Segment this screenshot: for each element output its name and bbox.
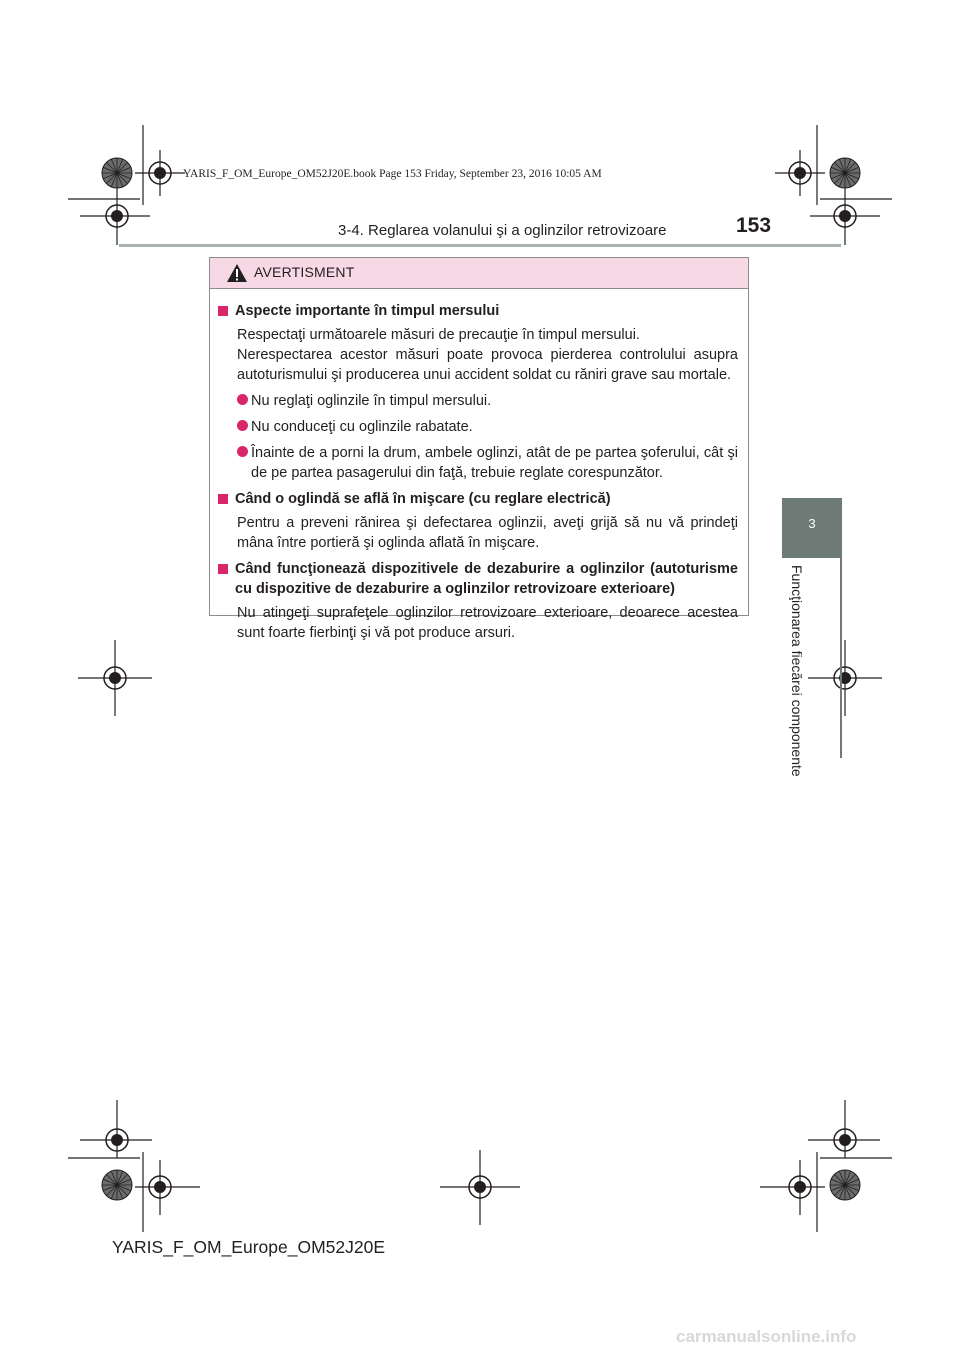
- watermark: carmanualsonline.info: [676, 1327, 857, 1346]
- book-info-stamp: YARIS_F_OM_Europe_OM52J20E.book Page 153 Friday, September 23, 2016 10:05 AM: [183, 168, 602, 180]
- section-heading: [218, 489, 738, 509]
- square-bullet-icon: [218, 494, 231, 504]
- starburst-mark-icon: [102, 1170, 132, 1200]
- section-text-line: Respectaţi următoarele măsuri de precauţie în timpul mersului.: [237, 327, 640, 343]
- page-number: 153: [736, 214, 772, 237]
- section-header-title: 3-4. Reglarea volanului şi a oglinzilor retrovizoare: [338, 222, 667, 239]
- warning-box: [209, 257, 749, 641]
- list-item-text: Nu conduceţi cu oglinzile rabatate.: [251, 419, 473, 435]
- warning-title: AVERTISMENT: [254, 264, 355, 280]
- starburst-mark-icon: [102, 158, 132, 188]
- round-bullet-icon: [237, 394, 251, 408]
- warning-body: [210, 289, 748, 643]
- list-item-text: Nu reglaţi oglinzile în timpul mersului.: [251, 393, 492, 409]
- square-bullet-icon: [218, 564, 231, 574]
- list-item: [218, 417, 738, 437]
- starburst-mark-icon: [830, 158, 860, 188]
- round-bullet-icon: [237, 420, 251, 434]
- list-item: [218, 443, 738, 483]
- chapter-side-label: Funcţionarea fiecărei componente: [789, 565, 805, 777]
- chapter-number: 3: [808, 516, 816, 531]
- section-heading-text: Aspecte importante în timpul mersului: [235, 303, 500, 319]
- section-heading-text: Când o oglindă se află în mişcare (cu reglare electrică): [235, 491, 611, 507]
- list-item: [218, 391, 738, 411]
- header-rule: [119, 244, 841, 247]
- round-bullet-icon: [237, 446, 251, 460]
- starburst-mark-icon: [830, 1170, 860, 1200]
- section-heading-text: Când funcţionează dispozitivele de dezaburire a oglinzilor (autoturisme cu dispozitive de dezaburire a oglinzilor retrovizoare exterioare): [235, 561, 738, 597]
- section-text: [218, 325, 738, 385]
- section-text: Pentru a preveni rănirea şi defectarea oglinzii, aveţi grijă să nu vă prindeţi mâna între portieră şi oglinda aflată în mişcare.: [237, 515, 738, 551]
- section-text: Nu atingeţi suprafeţele oglinzilor retrovizoare exterioare, deoarece acestea sunt foarte fierbinţi şi vă pot produce arsuri.: [237, 605, 738, 641]
- section-heading: [218, 559, 738, 599]
- section-heading: [218, 301, 738, 321]
- square-bullet-icon: [218, 306, 231, 316]
- section-text-line: Nerespectarea acestor măsuri poate provoca pierderea controlului asupra autoturismului şi producerea unui accident soldat cu răniri grave sau mortale.: [237, 347, 738, 383]
- warning-header: [210, 258, 748, 289]
- chapter-tab: [782, 498, 842, 558]
- list-item-text: Înainte de a porni la drum, ambele oglinzi, atât de pe partea şoferului, cât şi de pe partea pasagerului din faţă, trebuie reglate corespunzător.: [251, 445, 738, 481]
- warning-triangle-icon: [226, 263, 248, 283]
- footer-code: YARIS_F_OM_Europe_OM52J20E: [112, 1237, 386, 1257]
